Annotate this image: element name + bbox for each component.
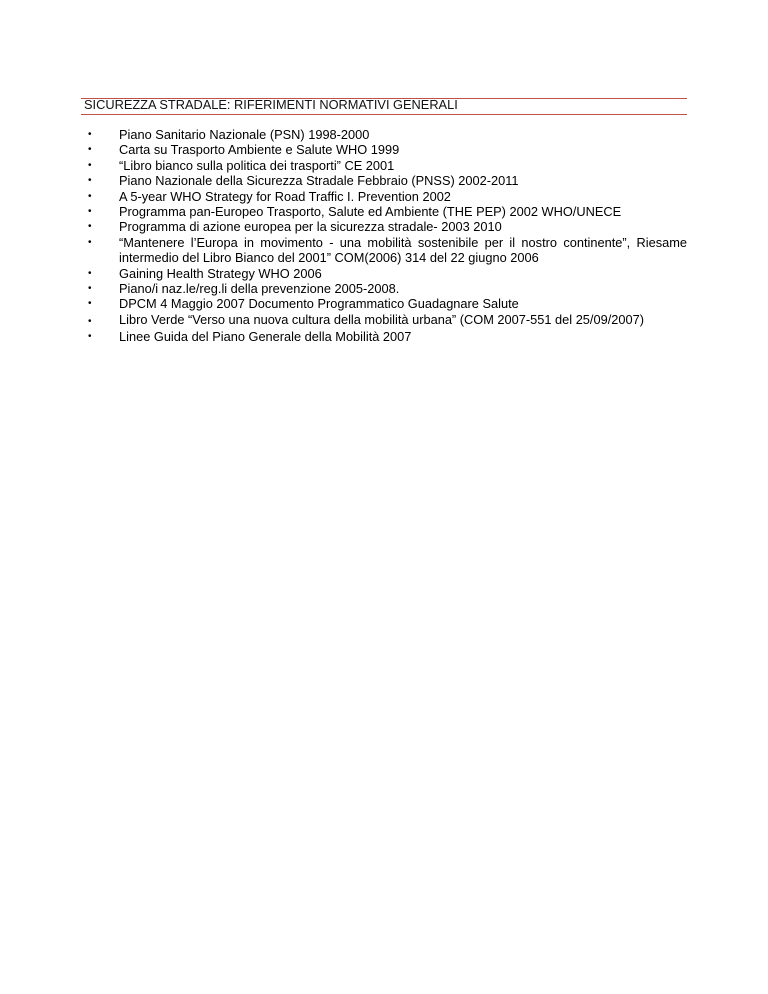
list-item-text: “Libro bianco sulla politica dei trasporti” CE 2001 — [119, 157, 395, 173]
list-item — [84, 312, 687, 329]
list-item — [84, 158, 687, 173]
bullet-icon: • — [88, 315, 92, 327]
bullet-icon: • — [88, 175, 92, 187]
list-item — [84, 296, 687, 311]
bullet-icon: • — [88, 144, 92, 156]
bullet-icon: • — [88, 129, 92, 140]
list-item-text: Linee Guida del Piano Generale della Mobilità 2007 — [119, 329, 412, 345]
list-item-text: Carta su Trasporto Ambiente e Salute WHO 1999 — [119, 142, 400, 158]
bullet-icon: • — [88, 331, 92, 343]
bullet-icon: • — [88, 283, 92, 295]
list-item-text: Piano/i naz.le/reg.li della prevenzione 2005-2008. — [119, 281, 400, 297]
list-item-text: A 5-year WHO Strategy for Road Traffic I. Prevention 2002 — [119, 188, 451, 204]
list-item — [84, 281, 687, 296]
heading-rule-block — [81, 98, 687, 115]
list-item-text: DPCM 4 Maggio 2007 Documento Programmatico Guadagnare Salute — [119, 296, 519, 312]
list-item-text: Programma pan-Europeo Trasporto, Salute ed Ambiente (THE PEP) 2002 WHO/UNECE — [119, 204, 622, 220]
list-item — [84, 173, 687, 188]
list-item-text: Piano Sanitario Nazionale (PSN) 1998-2000 — [119, 127, 370, 142]
bullet-icon: • — [88, 190, 92, 202]
list-item-text: Piano Nazionale della Sicurezza Stradale Febbraio (PNSS) 2002-2011 — [119, 173, 519, 189]
list-item-text: “Mantenere l’Europa in movimento - una mobilità sostenibile per il nostro continente”, Riesame intermedio del Libro Bianco del 2001” COM(2006) 314 del 22 giugno 2006 — [119, 234, 687, 266]
bullet-icon: • — [88, 267, 92, 279]
bullet-icon: • — [88, 159, 92, 171]
list-item — [84, 329, 687, 344]
list-item-text: Libro Verde “Verso una nuova cultura della mobilità urbana” (COM 2007-551 del 25/09/2007) — [119, 311, 644, 327]
document-heading: SICUREZZA STRADALE: RIFERIMENTI NORMATIVI GENERALI — [84, 97, 458, 112]
list-item — [84, 127, 687, 142]
bullet-icon: • — [88, 206, 92, 218]
bullet-icon: • — [88, 298, 92, 310]
list-item — [84, 219, 687, 234]
list-item — [84, 189, 687, 204]
bullet-icon: • — [88, 221, 92, 233]
bullet-icon: • — [88, 236, 92, 248]
list-item — [84, 142, 687, 157]
references-list — [84, 127, 687, 345]
list-item — [84, 266, 687, 281]
list-item — [84, 235, 687, 266]
list-item-text: Gaining Health Strategy WHO 2006 — [119, 265, 322, 281]
list-item — [84, 204, 687, 219]
list-item-text: Programma di azione europea per la sicurezza stradale- 2003 2010 — [119, 219, 502, 235]
